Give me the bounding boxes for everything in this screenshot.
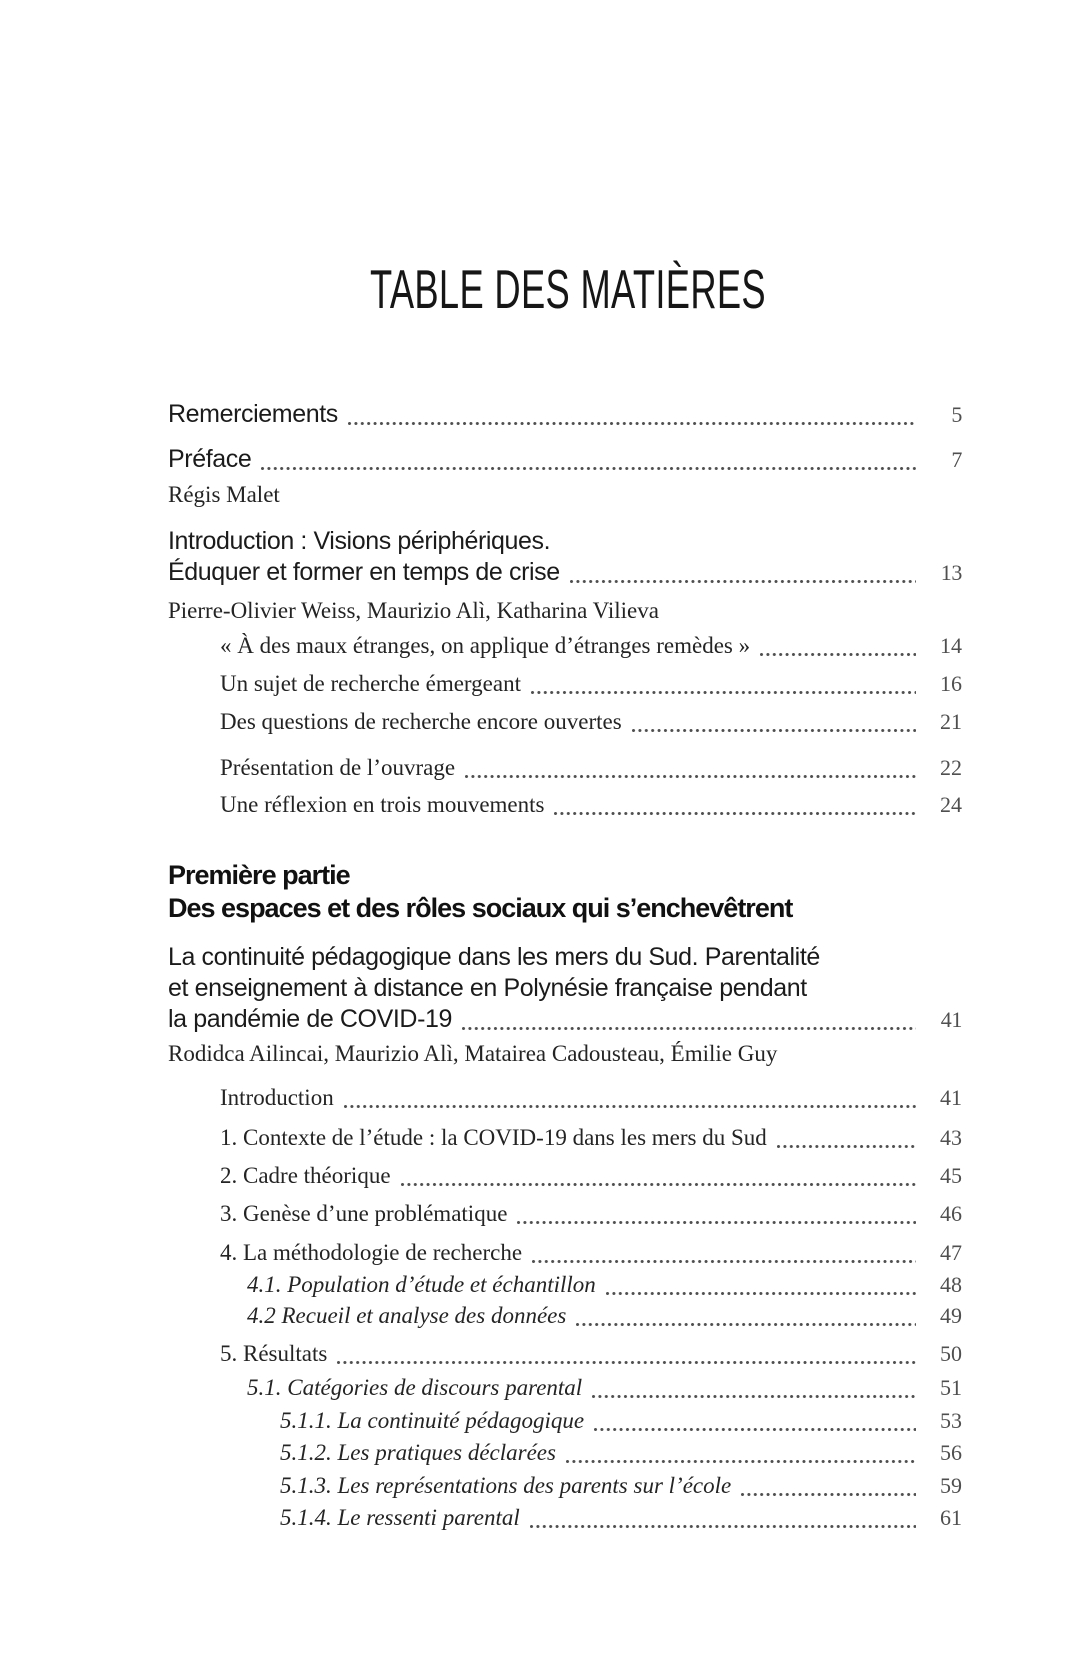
page-number: 56 bbox=[940, 1440, 962, 1465]
dot-leader bbox=[777, 1145, 916, 1148]
toc-entry-line bbox=[280, 1471, 962, 1500]
toc-entry-label: 5.1.3. Les représentations des parents sur l’école bbox=[280, 1473, 732, 1498]
dot-leader bbox=[594, 1428, 916, 1431]
page-number: 43 bbox=[940, 1125, 962, 1150]
author-line bbox=[168, 480, 962, 509]
page-number: 45 bbox=[940, 1163, 962, 1188]
toc-entry bbox=[168, 1270, 962, 1299]
dot-leader bbox=[517, 1221, 916, 1224]
toc-entry-line bbox=[220, 753, 962, 782]
toc-entry-line bbox=[220, 631, 962, 660]
toc-entry-line bbox=[168, 557, 962, 588]
toc-entry-label: 4.2 Recueil et analyse des données bbox=[247, 1303, 567, 1328]
dot-leader bbox=[566, 1460, 916, 1463]
dot-leader bbox=[462, 1027, 916, 1030]
toc-entry-line bbox=[280, 1406, 962, 1435]
author-names: Rodidca Ailincai, Maurizio Alì, Matairea Cadousteau, Émilie Guy bbox=[168, 1041, 778, 1066]
toc-entry-line bbox=[247, 1270, 962, 1299]
dot-leader bbox=[348, 422, 916, 425]
toc-entry-label: Des questions de recherche encore ouvertes bbox=[220, 709, 622, 734]
toc-entry bbox=[168, 1406, 962, 1435]
page-number: 41 bbox=[940, 1007, 962, 1032]
page-number: 24 bbox=[940, 792, 962, 817]
page-number: 50 bbox=[940, 1341, 962, 1366]
dot-leader bbox=[592, 1395, 916, 1398]
chapter-title-line: et enseignement à distance en Polynésie française pendant bbox=[168, 974, 807, 1002]
dot-leader bbox=[465, 775, 916, 778]
toc-entry-line bbox=[220, 669, 962, 698]
toc-entry-label: Éduquer et former en temps de crise bbox=[168, 558, 560, 586]
dot-leader bbox=[741, 1493, 916, 1496]
toc-entry-line bbox=[220, 790, 962, 819]
toc-entry-label: Remerciements bbox=[168, 400, 338, 428]
toc-entry bbox=[168, 1238, 962, 1267]
toc-entry bbox=[168, 1373, 962, 1402]
page-number: 7 bbox=[951, 447, 962, 472]
toc-entry bbox=[168, 790, 962, 819]
page-number: 61 bbox=[940, 1505, 962, 1530]
toc-entry bbox=[168, 1339, 962, 1368]
toc-entry-label: 5.1. Catégories de discours parental bbox=[247, 1375, 583, 1400]
toc-entry-label: Un sujet de recherche émergeant bbox=[220, 671, 521, 696]
dot-leader bbox=[576, 1323, 916, 1326]
dot-leader bbox=[532, 1260, 916, 1263]
author-line bbox=[168, 1039, 962, 1068]
page-number: 5 bbox=[951, 402, 962, 427]
toc-entry-line bbox=[220, 1161, 962, 1190]
dot-leader bbox=[401, 1183, 916, 1186]
toc-entry bbox=[168, 1123, 962, 1152]
page-number: 41 bbox=[940, 1085, 962, 1110]
toc-entry-line bbox=[280, 1438, 962, 1467]
toc-entry-line bbox=[247, 1373, 962, 1402]
toc-entry-label: 3. Genèse d’une problématique bbox=[220, 1201, 508, 1226]
toc-entry-label: Présentation de l’ouvrage bbox=[220, 755, 456, 780]
dot-leader bbox=[531, 691, 916, 694]
toc-entry bbox=[168, 1083, 962, 1112]
page-number: 14 bbox=[940, 633, 962, 658]
toc-entry-label: 5.1.4. Le ressenti parental bbox=[280, 1505, 520, 1530]
toc-entry-line bbox=[280, 1503, 962, 1532]
page-number: 46 bbox=[940, 1201, 962, 1226]
page-number: 13 bbox=[940, 560, 962, 585]
toc-entry-label: la pandémie de COVID-19 bbox=[168, 1005, 453, 1033]
toc-entry bbox=[168, 753, 962, 782]
toc-entry-label: 1. Contexte de l’étude : la COVID-19 dans les mers du Sud bbox=[220, 1125, 767, 1150]
toc-entry-label: 2. Cadre théorique bbox=[220, 1163, 391, 1188]
toc-entry-line bbox=[168, 1004, 962, 1035]
dot-leader bbox=[606, 1292, 916, 1295]
table-of-contents bbox=[0, 399, 1090, 1532]
chapter-entry bbox=[168, 526, 962, 588]
toc-entry bbox=[168, 669, 962, 698]
dot-leader bbox=[261, 467, 916, 470]
author-names: Pierre-Olivier Weiss, Maurizio Alì, Katharina Vilieva bbox=[168, 598, 659, 623]
dot-leader bbox=[760, 653, 916, 656]
page-number: 21 bbox=[940, 709, 962, 734]
toc-entry bbox=[168, 1199, 962, 1228]
page-title: TABLE DES MATIÈRES bbox=[370, 258, 766, 320]
toc-entry-label: 4. La méthodologie de recherche bbox=[220, 1240, 523, 1265]
toc-entry-label: 5.1.1. La continuité pédagogique bbox=[280, 1408, 585, 1433]
toc-entry-label: 5.1.2. Les pratiques déclarées bbox=[280, 1440, 556, 1465]
toc-entry bbox=[168, 1503, 962, 1532]
toc-entry bbox=[168, 444, 962, 475]
page-number: 48 bbox=[940, 1272, 962, 1297]
page-number: 59 bbox=[940, 1473, 962, 1498]
toc-entry bbox=[168, 399, 962, 430]
page-number: 49 bbox=[940, 1303, 962, 1328]
part-heading-line: Première partie bbox=[168, 860, 350, 890]
toc-entry-label: 5. Résultats bbox=[220, 1341, 328, 1366]
toc-entry-label: 4.1. Population d’étude et échantillon bbox=[247, 1272, 596, 1297]
toc-entry-label: Introduction bbox=[220, 1085, 334, 1110]
dot-leader bbox=[344, 1105, 916, 1108]
dot-leader bbox=[632, 729, 916, 732]
toc-entry bbox=[168, 707, 962, 736]
toc-entry-line bbox=[220, 1238, 962, 1267]
toc-entry bbox=[168, 1301, 962, 1330]
toc-entry-line bbox=[220, 1199, 962, 1228]
page-number: 53 bbox=[940, 1408, 962, 1433]
page-header bbox=[0, 259, 1090, 319]
page-number: 47 bbox=[940, 1240, 962, 1265]
author-names: Régis Malet bbox=[168, 482, 280, 507]
author-line bbox=[168, 596, 962, 625]
toc-entry-line bbox=[247, 1301, 962, 1330]
page-number: 16 bbox=[940, 671, 962, 696]
toc-entry bbox=[168, 1161, 962, 1190]
dot-leader bbox=[337, 1361, 916, 1364]
part-heading bbox=[168, 859, 962, 925]
toc-entry bbox=[168, 631, 962, 660]
dot-leader bbox=[530, 1525, 916, 1528]
toc-entry-line bbox=[220, 1339, 962, 1368]
toc-entry-line bbox=[168, 444, 962, 475]
chapter-title-line: Introduction : Visions périphériques. bbox=[168, 527, 551, 555]
page-number: 22 bbox=[940, 755, 962, 780]
toc-entry-line bbox=[220, 707, 962, 736]
part-heading-line: Des espaces et des rôles sociaux qui s’enchevêtrent bbox=[168, 893, 793, 923]
chapter-entry bbox=[168, 942, 962, 1035]
toc-entry-label: Préface bbox=[168, 445, 252, 473]
toc-entry bbox=[168, 1471, 962, 1500]
dot-leader bbox=[554, 812, 916, 815]
page-number: 51 bbox=[940, 1375, 962, 1400]
toc-entry-line bbox=[168, 399, 962, 430]
toc-entry-line bbox=[220, 1123, 962, 1152]
chapter-title-line: La continuité pédagogique dans les mers du Sud. Parentalité bbox=[168, 943, 820, 971]
toc-entry-label: Une réflexion en trois mouvements bbox=[220, 792, 545, 817]
dot-leader bbox=[570, 580, 916, 583]
toc-entry-line bbox=[220, 1083, 962, 1112]
toc-entry bbox=[168, 1438, 962, 1467]
toc-entry-label: « À des maux étranges, on applique d’étranges remèdes » bbox=[220, 633, 751, 658]
